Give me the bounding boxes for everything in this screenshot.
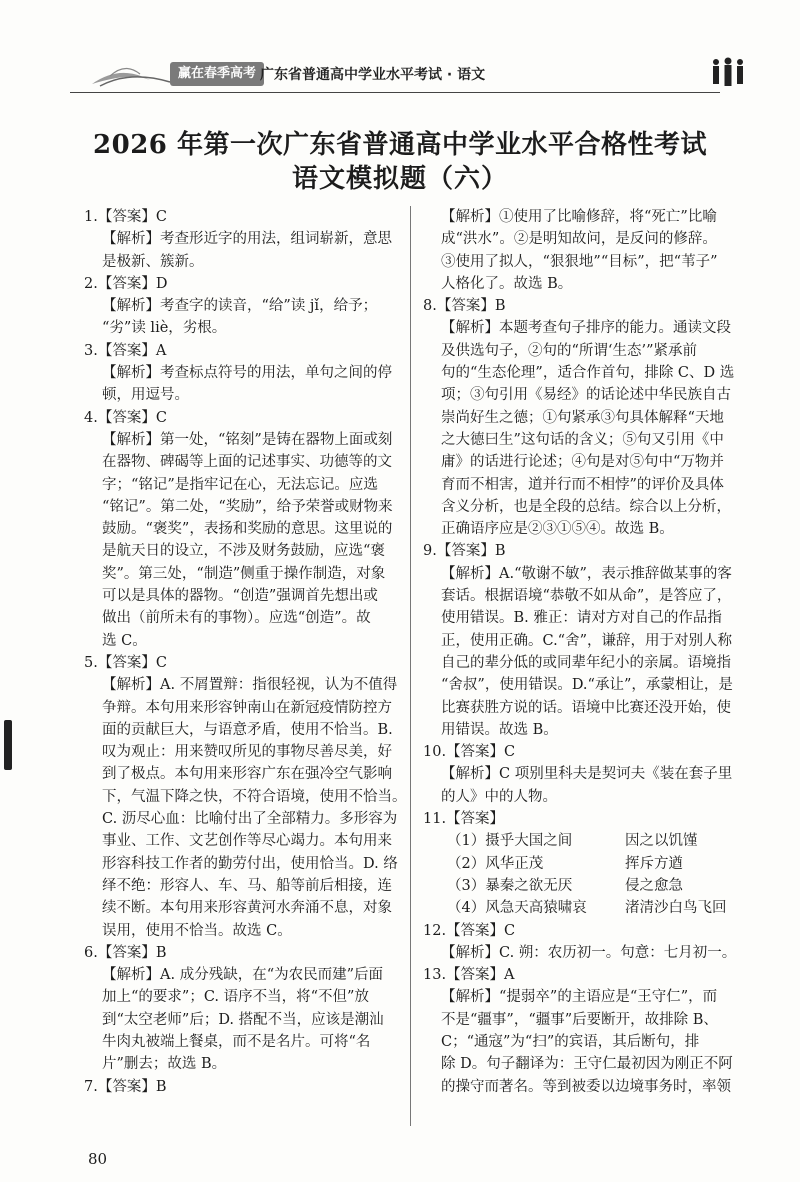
answer-item <box>84 340 414 407</box>
explanation-line: 正确语序应是②③①⑤④。故选 B。 <box>441 521 674 538</box>
q11-left-cell: （2）风华正茂 <box>447 855 544 872</box>
explanation-line: 之大德曰生”这句话的含义；⑤句又引用《中 <box>441 431 724 448</box>
explanation-line: “舍叔”，使用错误。D.“承让”，承蒙相让，是 <box>441 677 733 694</box>
explanation-line: 片”删去；故选 B。 <box>102 1056 227 1073</box>
answer-key: 9.【答案】B <box>423 543 506 560</box>
explanation-line: 庸》的话进行论述；④句是对⑤句中“万物并 <box>441 454 724 471</box>
exam-title <box>0 128 800 196</box>
explanation-line: “铭记”。第二处，“奖励”，给予荣誉或财物来 <box>102 498 393 515</box>
header-title: 广东省普通高中学业水平考试 · 语文 <box>260 67 486 83</box>
q11-row <box>447 853 753 875</box>
exam-title-line1: 2026 年第一次广东省普通高中学业水平合格性考试 <box>93 130 707 160</box>
series-badge: 赢在春季高考 <box>170 62 264 86</box>
answer-item <box>423 295 753 540</box>
answer-key: 13.【答案】A <box>423 967 515 984</box>
explanation-line: “劣”读 liè，劣根。 <box>102 320 227 337</box>
explanation-line: 项；③句引用《易经》的话论述中华民族自古 <box>441 387 731 404</box>
explanation-line: 句的“生态伦理”，适合作首句，排除 C、D 选 <box>441 365 735 382</box>
explanation-line: 【解析】A. 成分残缺，在“为农民而建”后面 <box>102 967 384 984</box>
explanation-line: 【解析】考查标点符号的用法，单句之间的停 <box>102 365 392 382</box>
explanation-line: 人格化了。故选 B。 <box>441 275 573 292</box>
answer-item <box>84 942 414 1076</box>
answer-key: 7.【答案】B <box>84 1078 167 1095</box>
explanation-line: 含义分析，也是全段的总结。综合以上分析， <box>441 498 731 515</box>
explanation-line: 事业、工作、文艺创作等尽心竭力。本句用来 <box>102 833 392 850</box>
explanation-line: 可以是具体的器物。“创造”强调首先想出或 <box>102 588 378 605</box>
explanation-line: 的人》中的人物。 <box>441 788 557 805</box>
explanation-line: 下，气温下降之快，不符合语境，使用不恰当。 <box>102 788 407 805</box>
explanation-line: 【解析】A. 不屑置辩：指很轻视，认为不值得 <box>102 677 398 694</box>
explanation-line: 面的贡献巨大，与语意矛盾，使用不恰当。B. <box>102 721 393 738</box>
answer-item <box>423 540 753 741</box>
explanation-line: 字；“铭记”是指牢记在心，无法忘记。应选 <box>102 476 378 493</box>
explanation-line: 【解析】①使用了比喻修辞，将“死亡”比喻 <box>441 209 717 225</box>
answer-key: 8.【答案】B <box>423 298 506 315</box>
explanation-line: 续不断。本句用来形容黄河水奔涌不息，对象 <box>102 900 392 917</box>
answer-key: 11.【答案】 <box>423 811 505 828</box>
right-answers-bottom <box>423 920 753 1098</box>
explanation-line: 选 C。 <box>102 632 147 649</box>
explanation-line: ③使用了拟人，“狠狠地”“目标”，把“苇子” <box>441 253 718 270</box>
explanation-line: 除 D。句子翻译为：王守仁最初因为刚正不阿 <box>441 1056 733 1073</box>
explanation-line: 使用错误。B. 雅正：请对方对自己的作品指 <box>441 610 722 627</box>
explanation-line: 做出（前所未有的事物）。应选“创造”。故 <box>102 610 371 627</box>
explanation-line: 到“太空老师”后；D. 搭配不当，应该是潮汕 <box>102 1011 384 1028</box>
answer-item <box>423 808 753 830</box>
explanation-line: 不是“疆事”，“疆事”后要断开，故排除 B、 <box>441 1011 718 1028</box>
q11-right-cell: 侵之愈急 <box>625 877 683 894</box>
answer-key: 3.【答案】A <box>84 342 167 359</box>
explanation-line: 【解析】C 项别里科夫是契诃夫《装在套子里 <box>441 766 733 783</box>
explanation-line: 【解析】考查字的读音，“给”读 jǐ，给予； <box>102 298 378 315</box>
explanation-line: 顿，用逗号。 <box>102 387 189 404</box>
explanation-line: 套话。根据语境“恭敬不如从命”，是答应了， <box>441 588 732 605</box>
explanation-line: 成“洪水”。②是明知故问，是反问的修辞。 <box>441 231 717 248</box>
answer-item <box>84 407 414 652</box>
explanation-line: 崇尚好生之德；①句紧承③句具体解释“天地 <box>441 409 724 426</box>
explanation-line: 正，使用正确。C.“舍”，谦辞，用于对别人称 <box>441 632 733 649</box>
explanation-line: 争辩。本句用来形容钟南山在新冠疫情防控方 <box>102 699 392 716</box>
q11-right-cell: 因之以饥馑 <box>625 833 698 850</box>
page-number: 80 <box>88 1150 108 1168</box>
edge-mark <box>4 720 12 770</box>
explanation-line: 【解析】“提弱卒”的主语应是“王守仁”，而 <box>441 989 718 1006</box>
explanation-line: C. 沥尽心血：比喻付出了全部精力。多形容为 <box>102 811 398 828</box>
answer-item <box>423 920 753 965</box>
answer-item <box>84 1076 414 1098</box>
answer-key: 1.【答案】C <box>84 209 167 225</box>
left-column <box>84 206 414 1098</box>
q11-left-cell: （3）暴秦之欲无厌 <box>447 877 573 894</box>
q11-answer-table <box>423 830 753 919</box>
explanation-line: 用错误。故选 B。 <box>441 721 558 738</box>
explanation-line: 【解析】本题考查句子排序的能力。通读文段 <box>441 320 731 337</box>
explanation-line: 的操守而著名。等到被委以边境事务时，率领 <box>441 1078 731 1095</box>
q11-right-cell: 挥斥方遒 <box>625 855 683 872</box>
exam-title-line2: 语文模拟题（六） <box>291 164 508 194</box>
answer-item <box>423 964 753 1098</box>
answer-key: 4.【答案】C <box>84 409 167 426</box>
q11-row <box>447 830 753 852</box>
answer-item <box>84 206 414 273</box>
q11-right-cell: 渚清沙白鸟飞回 <box>625 900 727 917</box>
explanation-line: 绎不绝：形容人、车、马、船等前后相接，连 <box>102 877 392 894</box>
header-rule <box>70 92 720 93</box>
answer-key: 2.【答案】D <box>84 275 168 292</box>
explanation-line: 比赛获胜方说的话。语境中比赛还没开始，使 <box>441 699 731 716</box>
explanation-line: 鼓励。“褒奖”，表扬和奖励的意思。这里说的 <box>102 521 393 538</box>
explanation-line: 加上“的要求”；C. 语序不当，将“不但”放 <box>102 989 369 1006</box>
explanation-line: 叹为观止：用来赞叹所见的事物尽善尽美，好 <box>102 744 392 761</box>
explanation-line: 育而不相害，道并行而不相悖”的评价及具体 <box>441 476 724 493</box>
explanation-line: 形容科技工作者的勤劳付出，使用恰当。D. 络 <box>102 855 398 872</box>
explanation-line: 【解析】第一处，“铭刻”是铸在器物上面或刻 <box>102 431 393 448</box>
q11-left-cell: （4）风急天高猿啸哀 <box>447 900 587 917</box>
explanation-line: 误用，使用不恰当。故选 C。 <box>102 922 292 939</box>
q11-row <box>447 897 753 919</box>
q7-explanation <box>423 206 753 295</box>
answer-key: 12.【答案】C <box>423 922 516 939</box>
right-column <box>423 206 753 1098</box>
explanation-line: 是极新、簇新。 <box>102 253 204 270</box>
right-answers <box>423 295 753 830</box>
explanation-line: 自己的辈分低的或同辈年纪小的亲属。语境指 <box>441 654 731 671</box>
answer-key: 10.【答案】C <box>423 744 516 761</box>
explanation-line: 在器物、碑碣等上面的记述事实、功德等的文 <box>102 454 392 471</box>
q11-left-cell: （1）摄乎大国之间 <box>447 833 573 850</box>
explanation-line: 牛肉丸被端上餐桌，而不是名片。可将“名 <box>102 1033 371 1050</box>
explanation-line: 【解析】C. 朔：农历初一。句意：七月初一。 <box>441 944 737 961</box>
explanation-line: 【解析】考查形近字的用法，组词崭新，意思 <box>102 231 392 248</box>
answer-item <box>423 741 753 808</box>
answer-key: 5.【答案】C <box>84 654 167 671</box>
answer-key: 6.【答案】B <box>84 944 167 961</box>
explanation-line: C；“通寇”为“扫”的宾语，其后断句，排 <box>441 1033 700 1050</box>
page-header <box>60 40 760 100</box>
explanation-line: 到了极点。本句用来形容广东在强冷空气影响 <box>102 766 392 783</box>
answer-item <box>84 273 414 340</box>
answer-item <box>84 652 414 942</box>
explanation-line: 及供选句子，②句的“所谓‘生态’”紧承前 <box>441 342 698 359</box>
people-icon <box>708 56 748 88</box>
explanation-line: 是航天日的设立，不涉及财务鼓励，应选“褒 <box>102 543 385 560</box>
explanation-line: 奖”。第三处，“制造”侧重于操作制造，对象 <box>102 565 386 582</box>
explanation-line: 【解析】A.“敬谢不敏”，表示推辞做某事的客 <box>441 565 732 582</box>
q11-row <box>447 875 753 897</box>
